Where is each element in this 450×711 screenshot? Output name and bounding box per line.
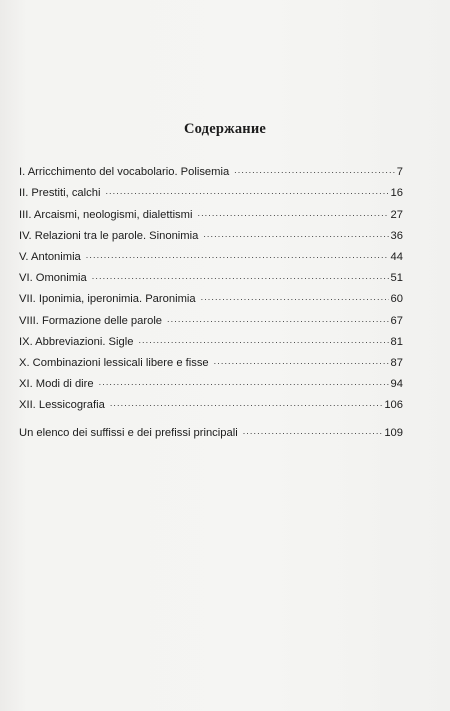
toc-page-number: 87 <box>390 356 403 369</box>
toc-page-number: 109 <box>384 427 403 440</box>
toc-page-number: 16 <box>390 187 403 200</box>
toc-entry <box>19 285 403 306</box>
toc-dot-leader <box>243 425 383 438</box>
toc-dot-leader <box>110 397 383 410</box>
toc-entry <box>19 243 403 264</box>
toc-entry <box>19 264 403 285</box>
toc-page-number: 36 <box>390 229 403 242</box>
toc-entry <box>19 349 403 370</box>
toc-entry <box>19 419 403 440</box>
toc-page-number: 81 <box>390 335 403 348</box>
toc-dot-leader <box>197 207 388 220</box>
toc-entry <box>19 222 403 243</box>
toc-entry-label: III. Arcaismi, neologismi, dialettismi <box>19 208 193 221</box>
page-title: Содержание <box>183 121 267 137</box>
toc-entry-label: IV. Relazioni tra le parole. Sinonimia <box>19 229 199 242</box>
toc-entry-label: XI. Modi di dire <box>19 378 94 391</box>
toc-dot-leader <box>138 334 388 347</box>
toc-entry-label: IX. Abbreviazioni. Sigle <box>19 335 134 348</box>
toc-page-number: 106 <box>384 399 403 412</box>
toc-entry-label: VII. Iponimia, iperonimia. Paronimia <box>19 293 196 306</box>
toc-page-number: 27 <box>390 208 403 221</box>
toc-dot-leader <box>201 291 389 304</box>
toc-dot-leader <box>99 376 389 389</box>
toc-page-number: 60 <box>390 293 403 306</box>
toc-entry-label: I. Arricchimento del vocabolario. Polisemia <box>19 166 230 179</box>
toc-entry-label: VI. Omonimia <box>19 272 87 285</box>
toc-entry-label: X. Combinazioni lessicali libere e fisse <box>19 356 209 369</box>
toc-entry <box>19 179 403 200</box>
toc-dot-leader <box>167 313 389 326</box>
toc-dot-leader <box>203 228 388 241</box>
toc-entry-label: V. Antonimia <box>19 250 81 263</box>
toc-dot-leader <box>86 249 389 262</box>
toc-page-number: 67 <box>390 314 403 327</box>
toc-dot-leader <box>92 270 389 283</box>
toc-entry-label: VIII. Formazione delle parole <box>19 314 163 327</box>
toc-entry <box>19 391 403 412</box>
toc-page-number: 51 <box>390 272 403 285</box>
table-of-contents <box>19 158 403 440</box>
toc-entry-label: XII. Lessicografia <box>19 399 105 412</box>
toc-dot-leader <box>234 164 395 177</box>
toc-dot-leader <box>214 355 389 368</box>
toc-entry <box>19 306 403 327</box>
toc-page-number: 44 <box>390 250 403 263</box>
toc-entry <box>19 200 403 221</box>
toc-page-number: 7 <box>396 166 403 179</box>
toc-entry <box>19 328 403 349</box>
toc-entry-label: II. Prestiti, calchi <box>19 187 101 200</box>
toc-entry <box>19 158 403 179</box>
toc-entry <box>19 370 403 391</box>
toc-entry-label: Un elenco dei suffissi e dei prefissi principali <box>19 427 238 440</box>
toc-page-number: 94 <box>390 378 403 391</box>
toc-dot-leader <box>105 185 388 198</box>
